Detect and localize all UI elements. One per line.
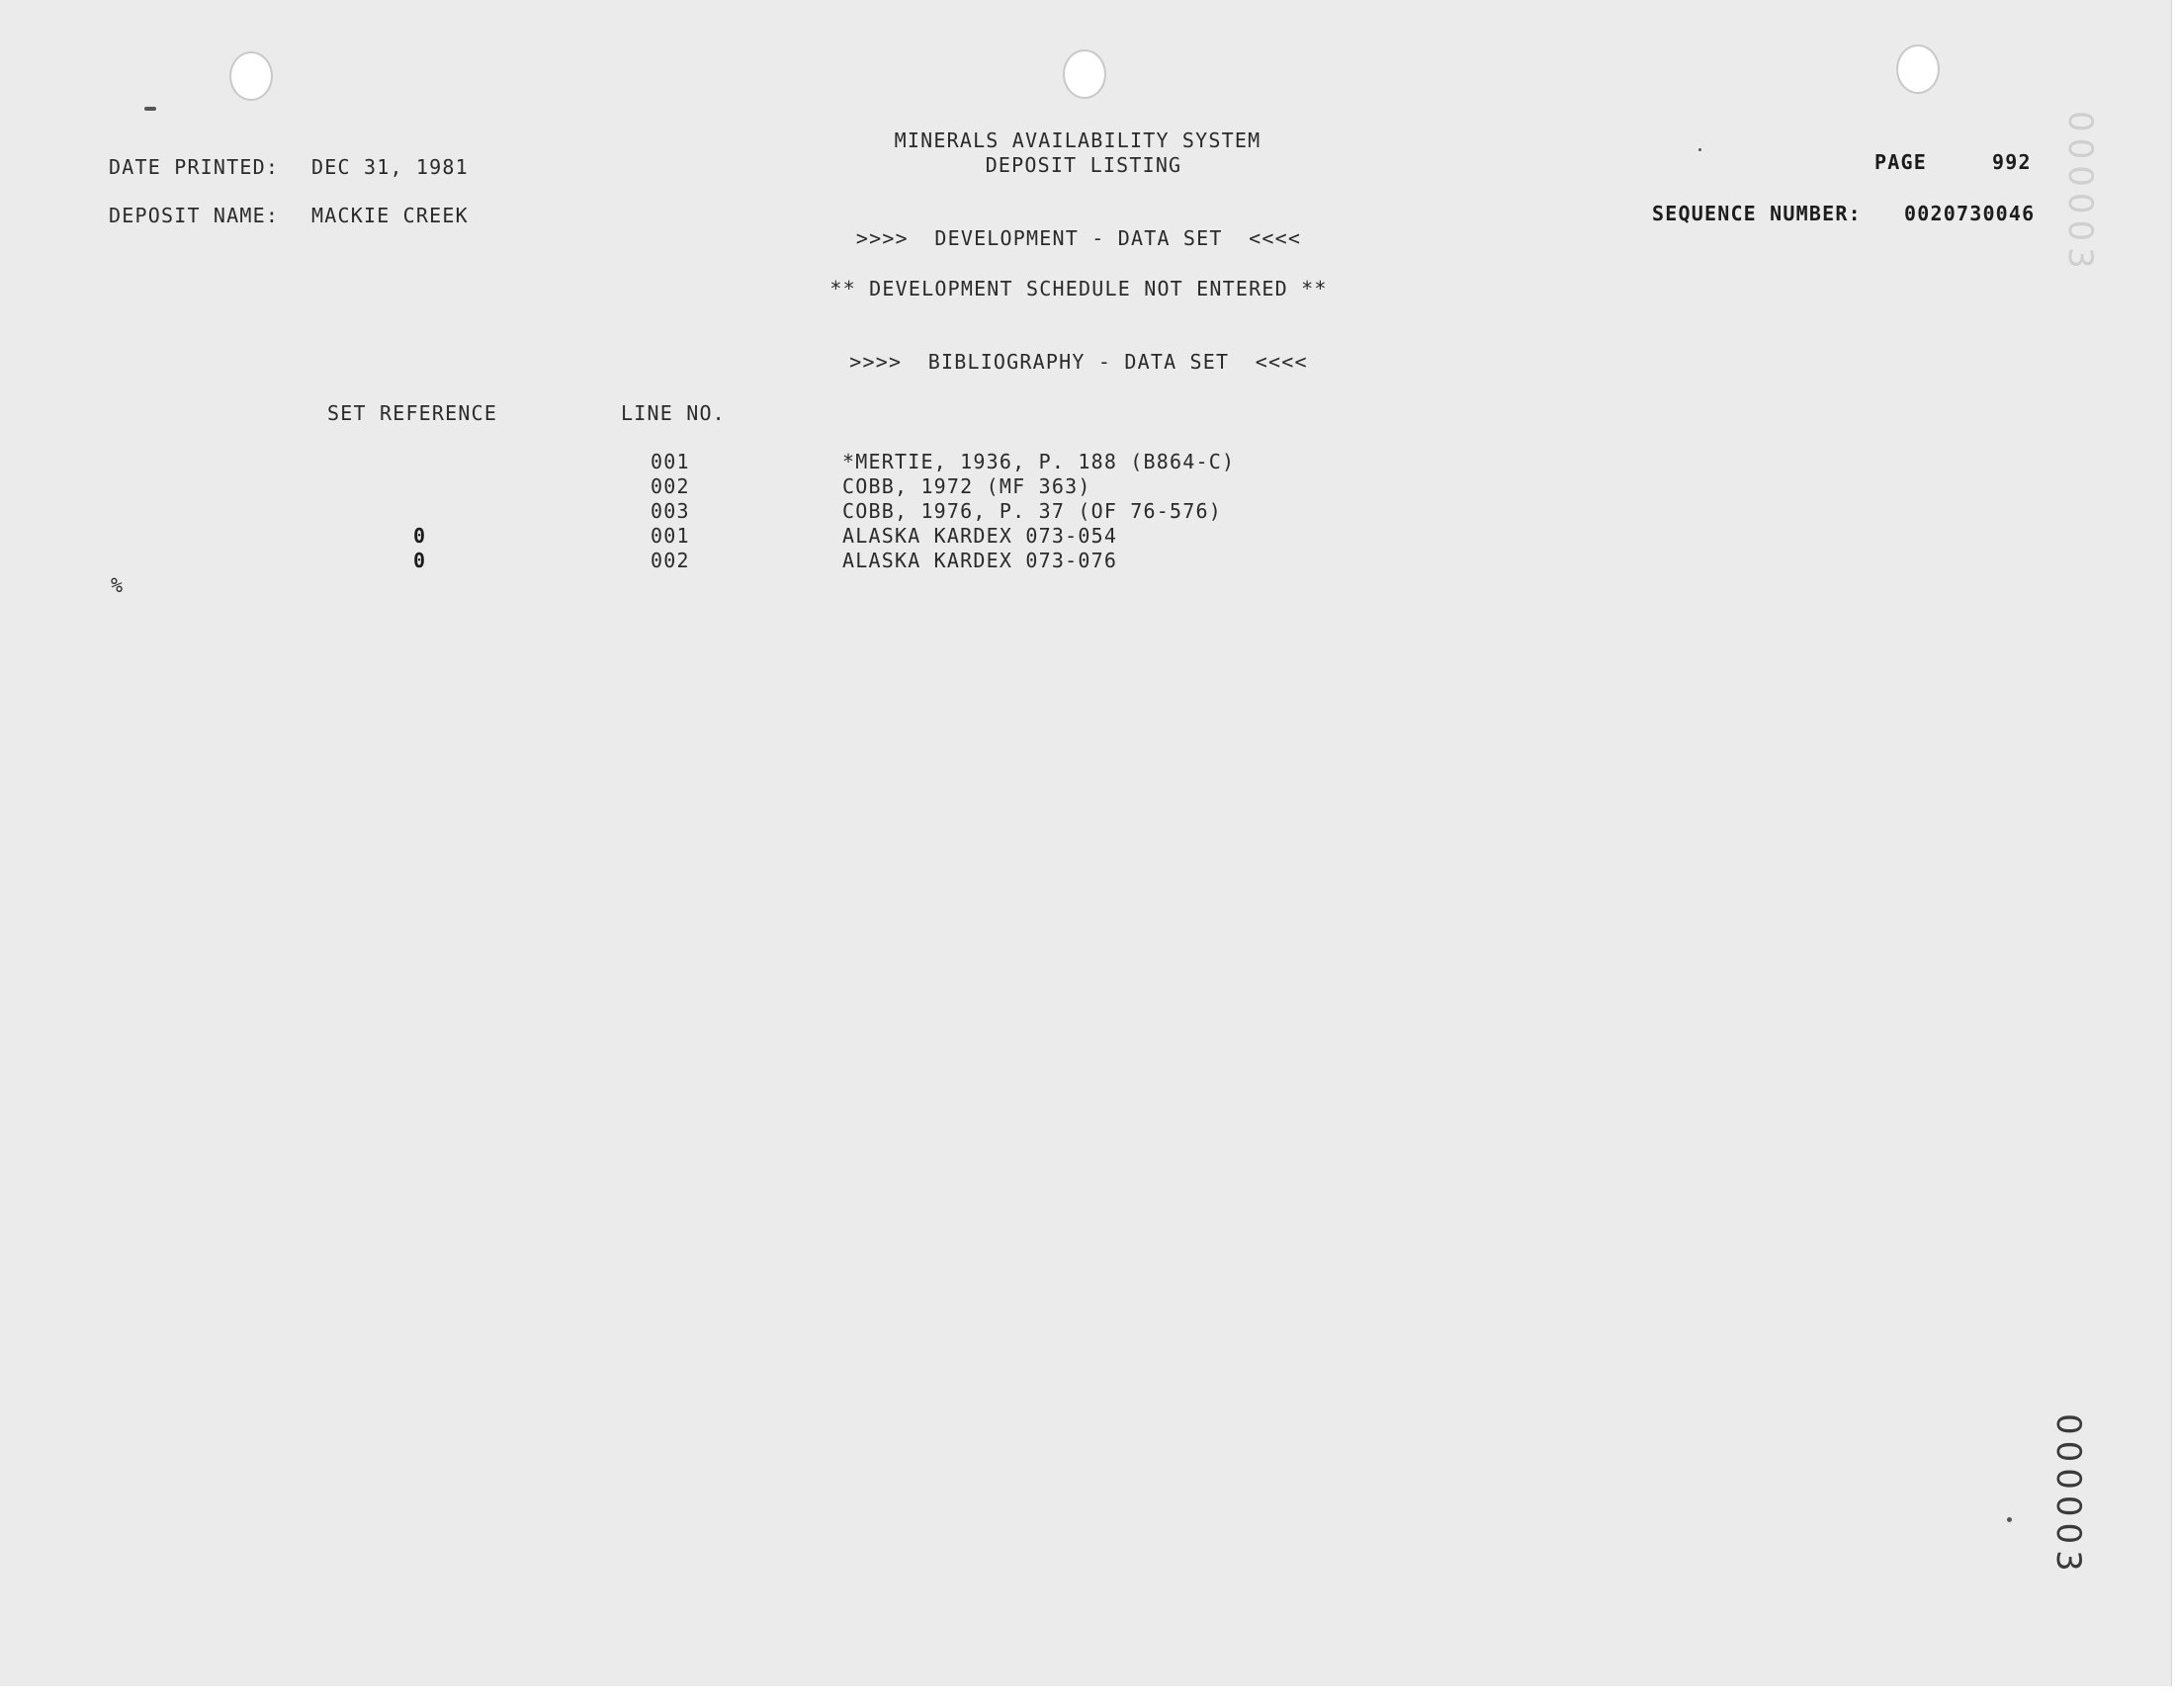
punch-hole-left xyxy=(229,51,273,101)
development-note: ** DEVELOPMENT SCHEDULE NOT ENTERED ** xyxy=(829,277,1328,300)
deposit-name-value: MACKIE CREEK xyxy=(311,204,469,227)
line-number-cell: 002 xyxy=(651,549,690,572)
speck xyxy=(2007,1517,2012,1522)
development-heading: >>>> DEVELOPMENT - DATA SET <<<< xyxy=(855,226,1302,250)
sequence-number-label: SEQUENCE NUMBER: xyxy=(1652,202,1862,225)
page-bottom-margin xyxy=(0,1686,2175,1708)
bibliography-heading: >>>> BIBLIOGRAPHY - DATA SET <<<< xyxy=(849,350,1308,374)
line-number-cell: 002 xyxy=(651,474,690,498)
set-reference-cell: 0 xyxy=(413,549,427,572)
punch-hole-right xyxy=(1896,44,1940,94)
date-printed-label: DATE PRINTED: xyxy=(109,155,280,179)
column-header-line-no: LINE NO. xyxy=(621,401,726,425)
reference-cell: ALASKA KARDEX 073-076 xyxy=(842,549,1118,572)
end-of-record-marker: % xyxy=(111,573,125,597)
smudge-mark xyxy=(144,107,156,111)
date-printed-value: DEC 31, 1981 xyxy=(311,155,469,179)
line-number-cell: 003 xyxy=(651,499,690,523)
column-header-set-reference: SET REFERENCE xyxy=(327,401,498,425)
reference-cell: ALASKA KARDEX 073-054 xyxy=(842,524,1118,548)
frame-stamp-ghost: 000003 xyxy=(2060,111,2100,275)
page-label: PAGE xyxy=(1874,150,1927,174)
reference-cell: COBB, 1972 (MF 363) xyxy=(842,474,1091,498)
reference-cell: *MERTIE, 1936, P. 188 (B864-C) xyxy=(842,450,1236,473)
sequence-number-value: 0020730046 xyxy=(1904,202,2036,225)
speck xyxy=(1698,148,1701,151)
report-title: DEPOSIT LISTING xyxy=(985,153,1182,177)
line-number-cell: 001 xyxy=(651,450,690,473)
punch-hole-center xyxy=(1063,49,1106,99)
system-title: MINERALS AVAILABILITY SYSTEM xyxy=(894,128,1262,152)
reference-cell: COBB, 1976, P. 37 (OF 76-576) xyxy=(842,499,1222,523)
frame-stamp: 000003 xyxy=(2048,1413,2088,1578)
set-reference-cell: 0 xyxy=(413,524,427,548)
deposit-name-label: DEPOSIT NAME: xyxy=(109,204,280,227)
line-number-cell: 001 xyxy=(651,524,690,548)
page-number: 992 xyxy=(1992,150,2032,174)
